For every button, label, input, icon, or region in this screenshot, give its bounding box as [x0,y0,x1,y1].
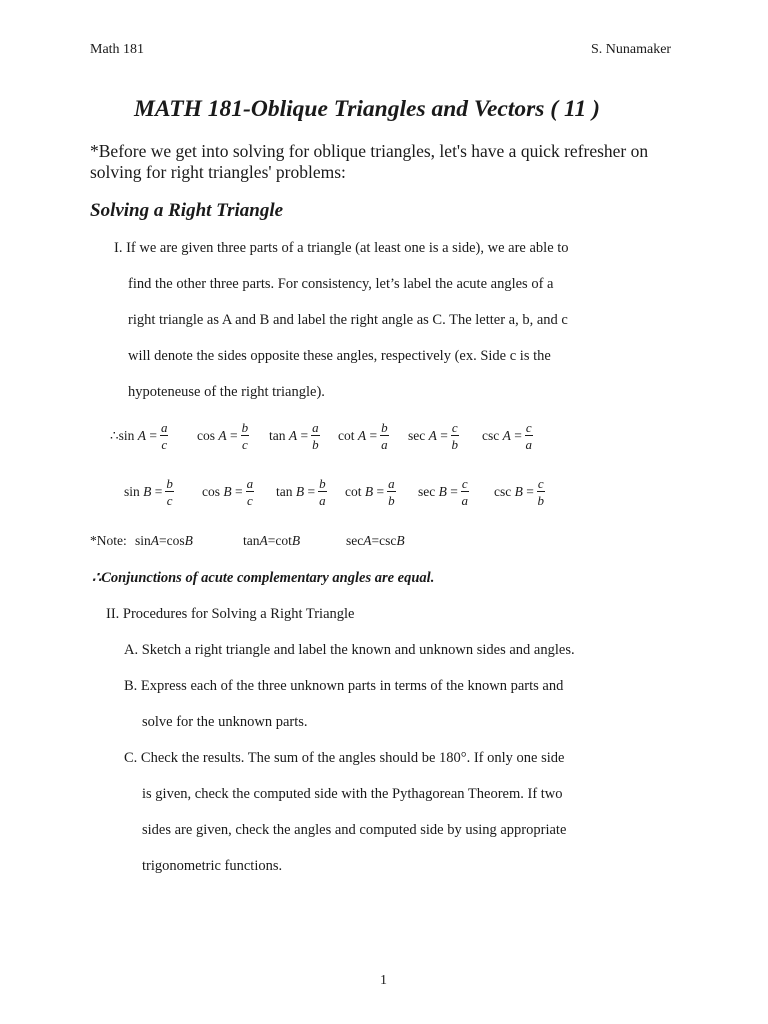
angle-b-equation [494,477,545,507]
note-label: *Note: [90,533,127,548]
part1-line: hypoteneuse of the right triangle). [128,384,325,400]
denominator: c [161,437,168,452]
function-name: csc [482,428,503,443]
numerator: a [388,476,395,491]
intro-paragraph: *Before we get into solving for oblique triangles, let's have a quick refresher on solving for right triangles' problems: [90,141,649,182]
angle-variable: A [259,533,268,548]
fraction [318,477,327,507]
equals-sign: = [145,428,157,443]
fraction [537,477,545,507]
denominator: a [319,493,326,508]
function-name: csc [494,484,515,499]
function-name: sec [408,428,429,443]
identity-equation [346,533,405,549]
equals-sign: = [151,484,163,499]
fraction [461,477,469,507]
numerator: c [525,420,532,435]
denominator: b [312,437,319,452]
denominator: b [451,437,459,452]
equals-sign: = [366,428,378,443]
denominator: a [461,493,469,508]
angle-variable: A [288,428,298,443]
equals-sign: = [304,484,316,499]
numerator: b [166,476,173,491]
function-name: sin [135,533,151,548]
angle-a-equation [408,421,459,451]
part1-line: right triangle as A and B and label the right angle as C. The letter a, b, and c [128,312,568,328]
therefore-symbol: ∴ [110,428,119,443]
angle-b-equation [124,477,174,507]
denominator: a [525,437,533,452]
angle-variable: A [150,533,160,548]
section-heading: Solving a Right Triangle [90,200,284,221]
function-name: tan [243,533,260,548]
function-name: cos [202,484,224,499]
numerator: c [461,476,468,491]
numerator: c [451,420,458,435]
denominator: b [537,493,545,508]
equals-sign: = [159,533,167,548]
identity-equation [135,533,193,549]
function-name: sin [124,484,144,499]
part2-line: A. Sketch a right triangle and label the known and unknown sides and angles. [124,642,575,658]
angle-a-equation [269,421,320,451]
fraction [311,421,320,451]
function-name: cos [197,428,219,443]
part1-line: will denote the sides opposite these angles, respectively (ex. Side c is the [128,348,551,364]
angle-variable: B [291,533,301,548]
numerator: a [160,420,168,435]
page-title: MATH 181-Oblique Triangles and Vectors ( 11 ) [134,96,600,122]
angle-a-equation [482,421,533,451]
angle-b-equation [418,477,469,507]
fraction [241,421,250,451]
part2-line: sides are given, check the angles and computed side by using appropriate [142,822,567,838]
conjunction-statement [92,570,434,587]
part2-line: trigonometric functions. [142,858,283,874]
angle-variable: B [223,484,232,499]
equation-lhs [110,428,157,444]
angle-a-equation [338,421,389,451]
function-name: sec [346,533,364,548]
denominator: c [166,493,173,508]
denominator: a [381,437,388,452]
part2-line: solve for the unknown parts. [142,714,308,730]
function-name: tan [269,428,289,443]
function-name: csc [379,533,397,548]
equation-lhs [124,484,162,500]
numerator: b [241,420,249,435]
fraction [160,421,169,451]
part2-line: C. Check the results. The sum of the angles should be 180°. If only one side [124,750,565,766]
function-name: cot [338,428,358,443]
fraction [525,421,533,451]
equals-sign: = [373,484,385,499]
angle-variable: B [184,533,193,548]
equals-sign: = [267,533,276,548]
angle-variable: A [218,428,227,443]
angle-variable: B [364,484,374,499]
numerator: b [381,420,388,435]
angle-variable: B [396,533,405,548]
header-left: Math 181 [90,42,145,57]
page-number: 1 [380,973,387,988]
denominator: c [246,493,253,508]
equation-lhs [494,484,534,500]
angle-variable: B [514,484,523,499]
fraction [246,477,255,507]
part2-line: B. Express each of the three unknown parts in terms of the known parts and [124,678,564,694]
numerator: b [319,476,326,491]
equation-lhs [345,484,384,500]
equation-lhs [482,428,522,444]
angle-variable: B [143,484,152,499]
equals-sign: = [510,428,522,443]
equals-sign: = [226,428,238,443]
equation-lhs [418,484,458,500]
numerator: c [537,476,544,491]
angle-b-equation [276,477,327,507]
function-name: sec [418,484,439,499]
angle-variable: B [438,484,447,499]
angle-a-equation [110,421,168,451]
angle-a-equation [197,421,249,451]
conjunction-text: Conjunctions of acute complementary angles are equal. [101,570,435,586]
equation-lhs [276,484,315,500]
therefore-symbol: ∴ [92,570,102,586]
angle-variable: A [357,428,367,443]
numerator: a [246,476,254,491]
equation-lhs [269,428,308,444]
function-name: cot [275,533,292,548]
identity-equation [243,533,300,549]
fraction [380,421,389,451]
equation-lhs [338,428,377,444]
function-name: cos [166,533,185,548]
part2-line: is given, check the computed side with the Pythagorean Theorem. If two [142,786,563,802]
denominator: c [241,437,248,452]
angle-variable: A [137,428,146,443]
function-name: sin [118,428,138,443]
fraction [387,477,396,507]
denominator: b [388,493,395,508]
header-right: S. Nunamaker [591,42,672,57]
equals-sign: = [297,428,309,443]
angle-variable: A [502,428,511,443]
numerator: a [312,420,319,435]
equals-sign: = [446,484,458,499]
angle-variable: A [363,533,372,548]
equation-lhs [202,484,243,500]
equals-sign: = [436,428,448,443]
angle-variable: B [295,484,305,499]
function-name: tan [276,484,296,499]
angle-variable: A [428,428,437,443]
fraction [451,421,459,451]
equals-sign: = [231,484,243,499]
fraction [165,477,174,507]
equation-lhs [197,428,238,444]
part2-heading: II. Procedures for Solving a Right Triangle [106,606,355,622]
part1-line: I. If we are given three parts of a triangle (at least one is a side), we are able to [114,240,569,256]
function-name: cot [345,484,365,499]
equals-sign: = [371,533,380,548]
equation-lhs [408,428,448,444]
angle-b-equation [202,477,254,507]
equals-sign: = [522,484,534,499]
part1-line: find the other three parts. For consistency, let’s label the acute angles of a [128,276,554,292]
angle-b-equation [345,477,396,507]
